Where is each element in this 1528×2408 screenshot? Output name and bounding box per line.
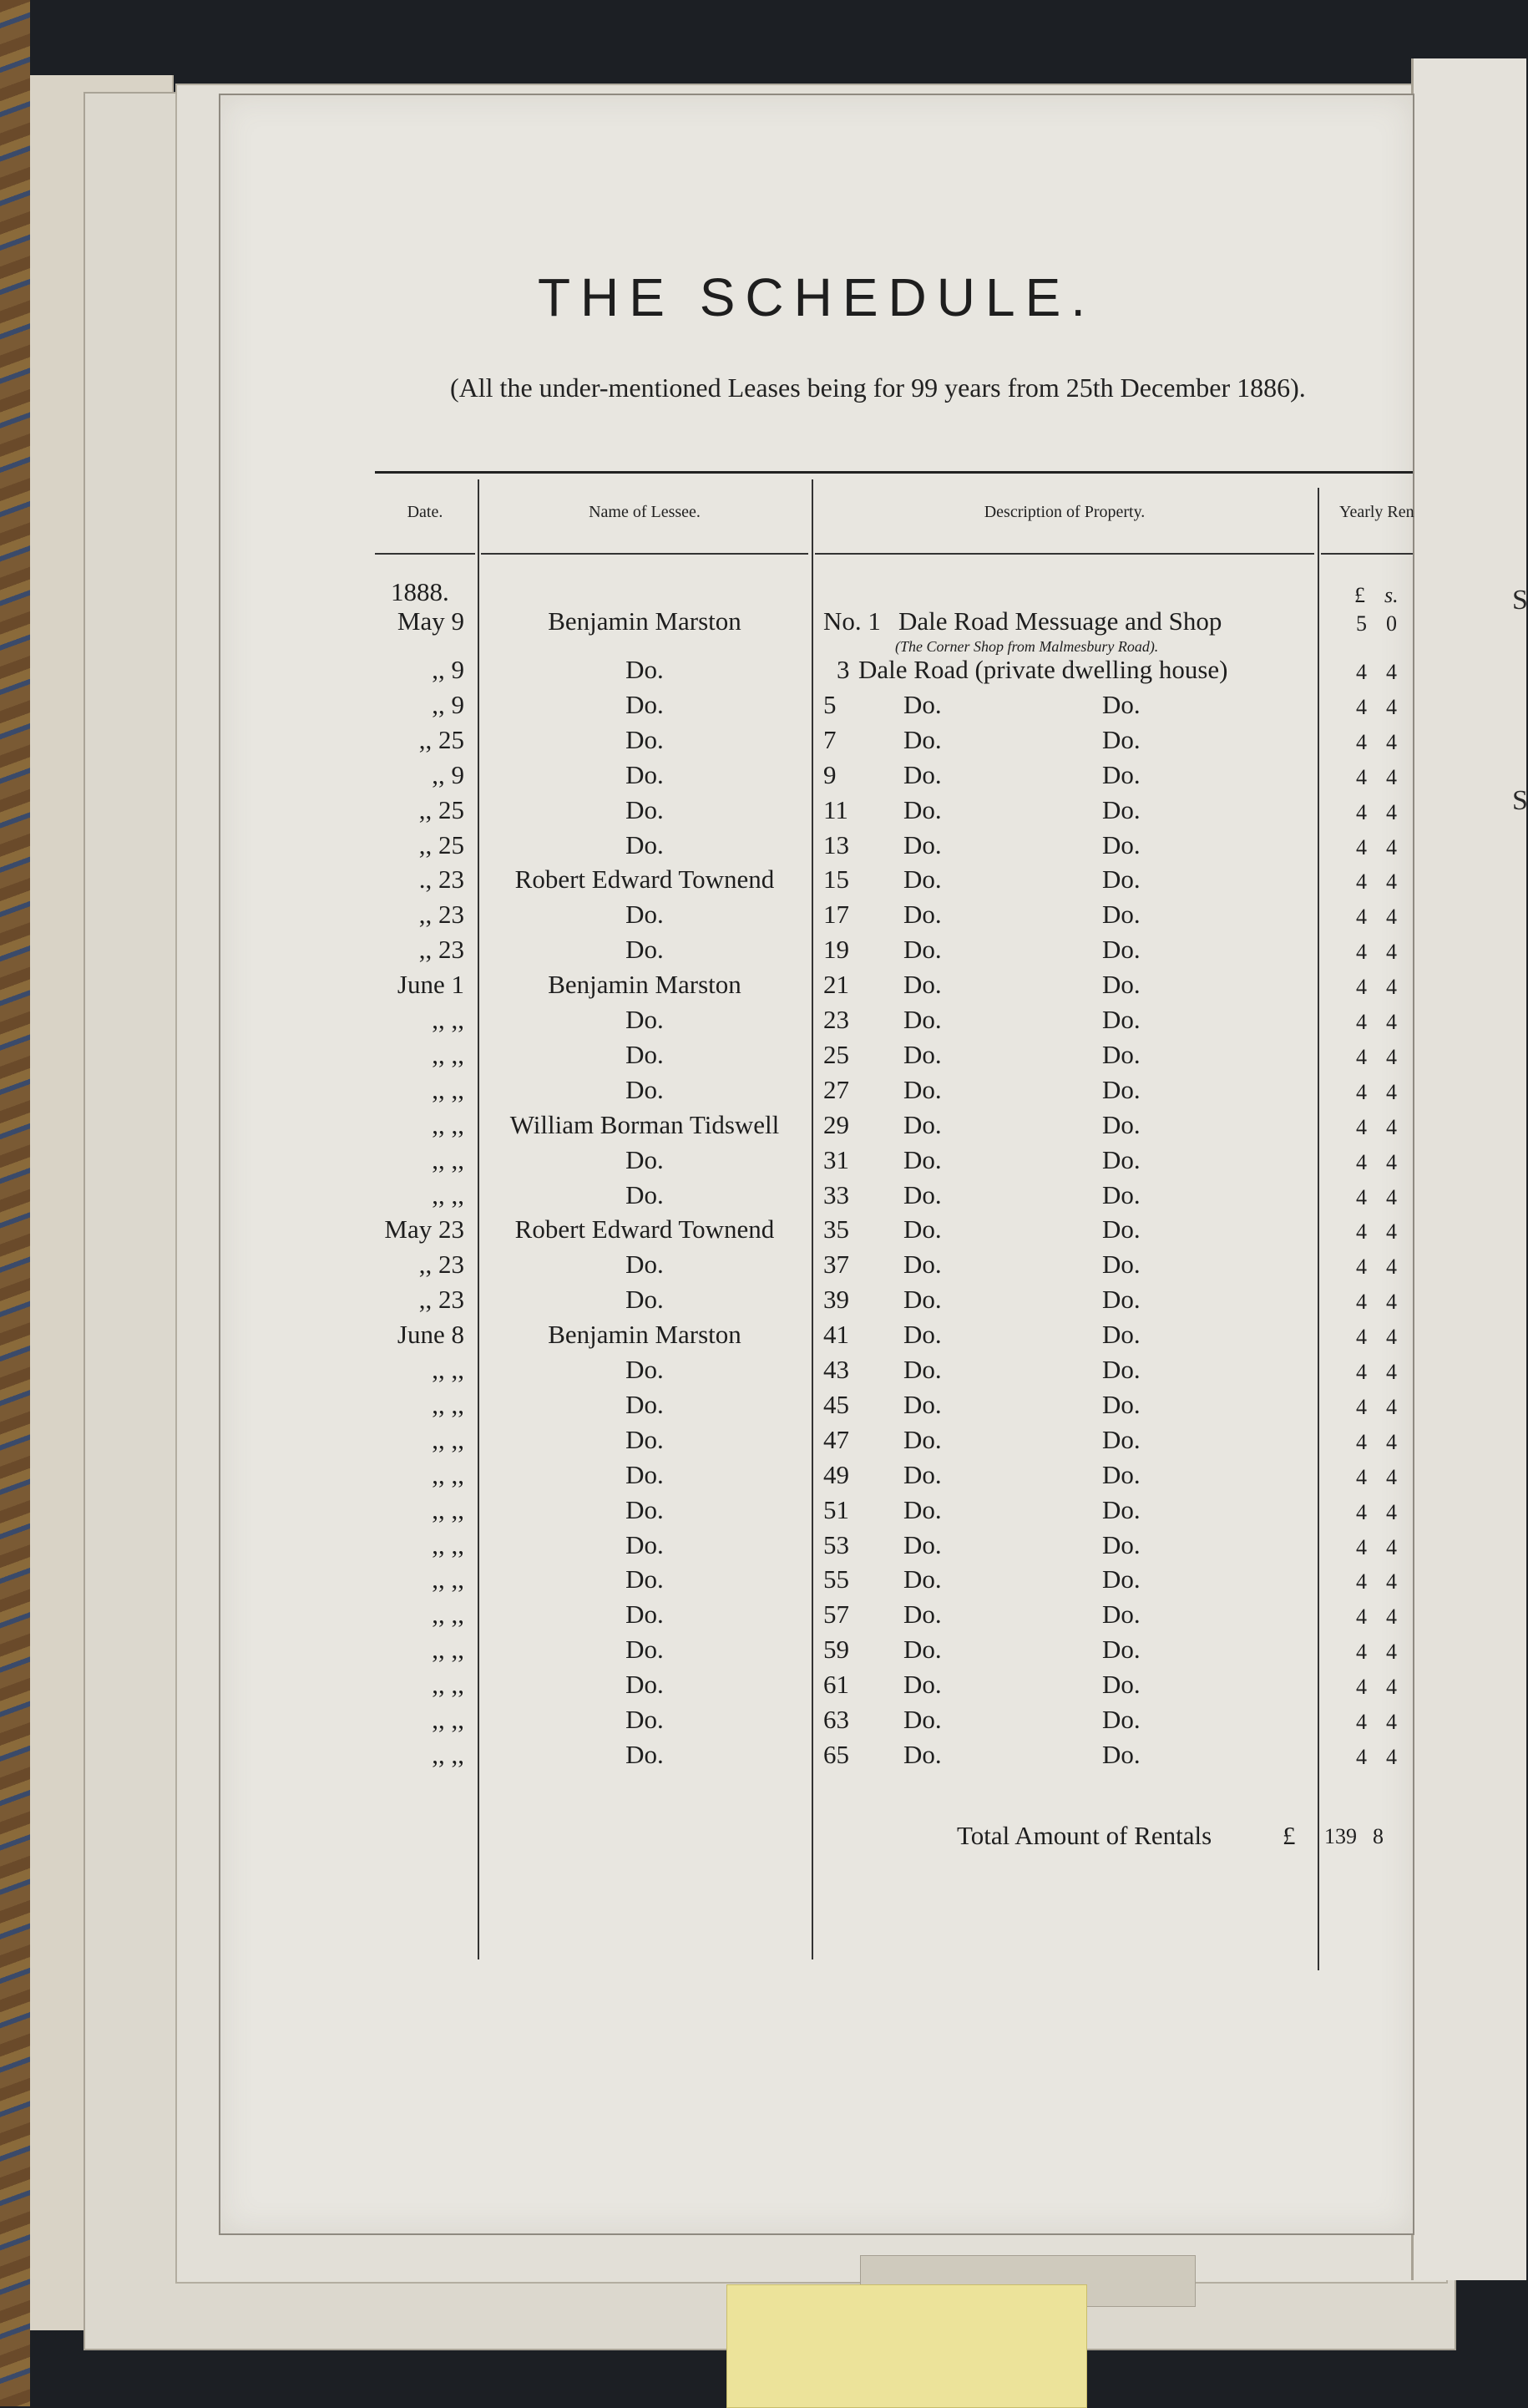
row-date: June 8 — [397, 1320, 464, 1350]
row-pounds: 4 — [1356, 1255, 1367, 1280]
header-rule — [375, 553, 475, 555]
row-lessee: Do. — [625, 1705, 664, 1734]
row-shillings: 4 — [1386, 1290, 1397, 1315]
row-shillings: 4 — [1386, 1499, 1397, 1524]
row-lessee: William Borman Tidswell — [509, 1109, 780, 1139]
year-label: 1888. — [391, 577, 449, 606]
row-pounds: 4 — [1356, 1710, 1367, 1734]
row-number: 17 — [823, 900, 849, 930]
row-desc-ditto: Do. — [1102, 1214, 1141, 1245]
row-shillings: 4 — [1386, 1255, 1397, 1280]
row-lessee: Do. — [625, 1529, 664, 1559]
row-pounds: 4 — [1356, 1394, 1367, 1419]
row-lessee: Do. — [625, 1739, 664, 1769]
total-pounds: 139 — [1324, 1824, 1357, 1848]
row-shillings: 4 — [1386, 1114, 1397, 1139]
row-lessee: Do. — [625, 1670, 664, 1700]
row-pounds: 4 — [1356, 1640, 1367, 1665]
row-desc-ditto: Do. — [1102, 1389, 1141, 1419]
row-number: 63 — [823, 1705, 849, 1734]
row-pounds: 4 — [1356, 1079, 1367, 1104]
row-desc-ditto: Do. — [1102, 1670, 1141, 1700]
row-pounds: 4 — [1356, 660, 1367, 684]
row-pounds: 4 — [1356, 1429, 1367, 1454]
row-desc-ditto: Do. — [903, 1214, 942, 1245]
row-date: ,, ,, — [432, 1109, 464, 1139]
row-pounds: 4 — [1356, 1499, 1367, 1524]
row-number: 45 — [823, 1389, 849, 1419]
row-lessee: Do. — [625, 1179, 664, 1209]
row-pounds: 4 — [1356, 764, 1367, 789]
row-pounds: 4 — [1356, 1569, 1367, 1594]
shilling-symbol: s. — [1384, 583, 1399, 607]
row-desc-ditto: Do. — [1102, 1320, 1141, 1350]
row-desc-ditto: Do. — [903, 1355, 942, 1384]
row-shillings: 4 — [1386, 799, 1397, 824]
row-lessee: Do. — [625, 1355, 664, 1384]
row-pounds: 4 — [1356, 1290, 1367, 1315]
row-date: ,, ,, — [432, 1529, 464, 1559]
row-number: 23 — [823, 1005, 849, 1034]
row-shillings: 4 — [1386, 1184, 1397, 1209]
row-date: ,, ,, — [432, 1739, 464, 1769]
row-number: 51 — [823, 1494, 849, 1524]
total-shillings: 8 — [1373, 1824, 1384, 1848]
yellow-tab[interactable] — [726, 2284, 1087, 2408]
row-desc-ditto: Do. — [1102, 1599, 1141, 1630]
table-top-rule — [375, 471, 1413, 474]
header-date: Date. — [407, 503, 443, 521]
row-number: 9 — [823, 759, 837, 789]
row-desc-ditto: Do. — [1102, 1109, 1141, 1139]
row-desc-ditto: Do. — [903, 1039, 942, 1069]
row-date: ,, ,, — [432, 1074, 464, 1104]
row-shillings: 4 — [1386, 905, 1397, 930]
row-desc-ditto: Do. — [903, 689, 942, 719]
row-date: ,, ,, — [432, 1635, 464, 1665]
row-desc-ditto: Do. — [903, 1285, 942, 1315]
row-desc-ditto: Do. — [903, 829, 942, 859]
row-date: May 23 — [384, 1214, 464, 1245]
row-number: 49 — [823, 1459, 849, 1489]
row-number: 3 — [837, 655, 850, 684]
column-divider — [1318, 488, 1319, 1970]
row-date: ,, 23 — [418, 900, 464, 930]
row-number: 11 — [823, 794, 848, 824]
row-date: ,, ,, — [432, 1705, 464, 1734]
total-currency: £ — [1283, 1821, 1296, 1850]
row-desc-ditto: Do. — [903, 759, 942, 789]
row-number: 43 — [823, 1355, 849, 1384]
row-desc-ditto: Do. — [903, 724, 942, 754]
row-pounds: 4 — [1356, 1219, 1367, 1245]
row-lessee: Do. — [625, 1564, 664, 1594]
row-pounds: 4 — [1356, 905, 1367, 930]
row-pounds: 4 — [1356, 1149, 1367, 1174]
row-lessee: Do. — [625, 759, 664, 789]
row-lessee: Do. — [625, 1424, 664, 1454]
row-desc-ditto: Do. — [1102, 1739, 1141, 1769]
book-binding — [0, 0, 30, 2406]
row-desc-ditto: Do. — [1102, 1459, 1141, 1489]
row-pounds: 4 — [1356, 834, 1367, 859]
row-note: (The Corner Shop from Malmesbury Road). — [895, 638, 1159, 655]
row-date: ,, ,, — [432, 1670, 464, 1700]
row-lessee: Benjamin Marston — [548, 970, 741, 1000]
row-desc-ditto: Do. — [903, 1705, 942, 1734]
row-pounds: 4 — [1356, 1464, 1367, 1489]
row-date: June 1 — [397, 970, 464, 1000]
row-shillings: 4 — [1386, 1429, 1397, 1454]
row-desc-ditto: Do. — [903, 1144, 942, 1174]
row-lessee: Do. — [625, 655, 664, 684]
row-lessee: Do. — [625, 1459, 664, 1489]
row-lessee: Do. — [625, 1039, 664, 1069]
row-desc-ditto: Do. — [1102, 1529, 1141, 1559]
row-shillings: 4 — [1386, 1675, 1397, 1700]
row-desc-ditto: Do. — [1102, 1635, 1141, 1665]
row-desc-ditto: Do. — [1102, 1355, 1141, 1384]
row-desc-ditto: Do. — [1102, 1039, 1141, 1069]
row-lessee: Do. — [625, 724, 664, 754]
row-shillings: 4 — [1386, 1044, 1397, 1069]
row-desc-ditto: Do. — [903, 1389, 942, 1419]
row-desc-ditto: Do. — [1102, 1005, 1141, 1034]
header-lessee: Name of Lessee. — [589, 503, 701, 521]
row-date: ,, ,, — [432, 1179, 464, 1209]
row-desc-ditto: Do. — [1102, 900, 1141, 930]
row-pounds: 4 — [1356, 940, 1367, 965]
row-pounds: 4 — [1356, 1325, 1367, 1350]
row-desc-ditto: Do. — [1102, 1250, 1141, 1280]
row-desc-ditto: Do. — [903, 1670, 942, 1700]
row-shillings: 4 — [1386, 1640, 1397, 1665]
row-desc-ditto: Do. — [903, 1564, 942, 1594]
row-number: 33 — [823, 1179, 849, 1209]
row-pounds: 4 — [1356, 799, 1367, 824]
row-shillings: 4 — [1386, 1394, 1397, 1419]
row-desc-ditto: Do. — [903, 864, 942, 895]
row-pounds: 4 — [1356, 1744, 1367, 1769]
row-shillings: 4 — [1386, 869, 1397, 895]
row-shillings: 4 — [1386, 1079, 1397, 1104]
row-pounds: 4 — [1356, 1044, 1367, 1069]
row-lessee: Do. — [625, 1285, 664, 1315]
row-desc-ditto: Do. — [1102, 1424, 1141, 1454]
row-lessee: Robert Edward Townend — [514, 864, 775, 895]
header-description: Description of Property. — [984, 503, 1146, 521]
facing-page-fragment: S — [1512, 585, 1528, 616]
row-desc-ditto: Do. — [903, 1739, 942, 1769]
row-lessee: Do. — [625, 900, 664, 930]
row-lessee: Do. — [625, 1494, 664, 1524]
row-pounds: 4 — [1356, 1114, 1367, 1139]
row-number: 31 — [823, 1144, 849, 1174]
row-desc-ditto: Do. — [903, 1320, 942, 1350]
row-pounds: 4 — [1356, 1010, 1367, 1034]
row-shillings: 4 — [1386, 1604, 1397, 1630]
row-desc-ditto: Do. — [903, 1424, 942, 1454]
row-number: 35 — [823, 1214, 849, 1245]
row-date: ,, 23 — [418, 935, 464, 965]
row-pounds: 4 — [1356, 869, 1367, 895]
row-shillings: 4 — [1386, 1569, 1397, 1594]
row-description: Dale Road (private dwelling house) — [858, 655, 1228, 684]
row-shillings: 4 — [1386, 1325, 1397, 1350]
row-desc-ditto: Do. — [1102, 1285, 1141, 1315]
row-number: 59 — [823, 1635, 849, 1665]
row-number: 57 — [823, 1599, 849, 1630]
row-shillings: 4 — [1386, 1710, 1397, 1734]
row-lessee: Do. — [625, 689, 664, 719]
row-pounds: 4 — [1356, 1675, 1367, 1700]
row-desc-ditto: Do. — [903, 1109, 942, 1139]
row-pounds: 4 — [1356, 1534, 1367, 1559]
row-shillings: 4 — [1386, 975, 1397, 1000]
row-desc-ditto: Do. — [1102, 1494, 1141, 1524]
row-desc-ditto: Do. — [1102, 1705, 1141, 1734]
row-date: ,, ,, — [432, 1599, 464, 1630]
row-number: 53 — [823, 1529, 849, 1559]
row-desc-ditto: Do. — [903, 1494, 942, 1524]
row-shillings: 4 — [1386, 660, 1397, 684]
row-date: ,, ,, — [432, 1144, 464, 1174]
row-desc-ditto: Do. — [1102, 724, 1141, 754]
row-desc-ditto: Do. — [1102, 759, 1141, 789]
row-desc-ditto: Do. — [903, 1250, 942, 1280]
facing-page-fragment: S — [1512, 785, 1528, 816]
row-date: ,, ,, — [432, 1389, 464, 1419]
row-date: ,, ,, — [432, 1039, 464, 1069]
row-date: ,, ,, — [432, 1564, 464, 1594]
page-subtitle: (All the under-mentioned Leases being for 99 years from 25th December 1886). — [450, 373, 1306, 403]
row-lessee: Do. — [625, 1635, 664, 1665]
row-pounds: 4 — [1356, 975, 1367, 1000]
row-desc-ditto: Do. — [1102, 1564, 1141, 1594]
row-number: 19 — [823, 935, 849, 965]
row-lessee: Do. — [625, 1389, 664, 1419]
row-lessee: Do. — [625, 794, 664, 824]
row-date: ,, 25 — [418, 724, 464, 754]
row-desc-ditto: Do. — [903, 970, 942, 1000]
row-description: Dale Road Messuage and Shop — [898, 606, 1222, 636]
row-lessee: Benjamin Marston — [548, 606, 741, 636]
row-desc-ditto: Do. — [1102, 935, 1141, 965]
row-desc-ditto: Do. — [903, 794, 942, 824]
row-date: ,, 25 — [418, 794, 464, 824]
row-desc-ditto: Do. — [903, 1635, 942, 1665]
row-shillings: 4 — [1386, 764, 1397, 789]
row-shillings: 4 — [1386, 1534, 1397, 1559]
row-number: 65 — [823, 1739, 849, 1769]
row-number: 55 — [823, 1564, 849, 1594]
row-number: 7 — [823, 724, 837, 754]
row-number: 41 — [823, 1320, 849, 1350]
row-number: 15 — [823, 864, 849, 895]
total-label: Total Amount of Rentals — [957, 1821, 1212, 1850]
header-rule — [815, 553, 1314, 555]
row-number: 61 — [823, 1670, 849, 1700]
row-lessee: Do. — [625, 1074, 664, 1104]
row-pounds: 4 — [1356, 1360, 1367, 1384]
row-desc-ditto: Do. — [903, 1179, 942, 1209]
row-shillings: 4 — [1386, 1744, 1397, 1769]
row-number: 21 — [823, 970, 849, 1000]
row-number: 29 — [823, 1109, 849, 1139]
row-shillings: 4 — [1386, 694, 1397, 719]
row-lessee: Benjamin Marston — [548, 1320, 741, 1350]
page-title: THE SCHEDULE. — [537, 267, 1096, 327]
row-number: 47 — [823, 1424, 849, 1454]
row-pounds: 4 — [1356, 1604, 1367, 1630]
row-date: ,, ,, — [432, 1005, 464, 1034]
row-desc-ditto: Do. — [1102, 794, 1141, 824]
row-desc-ditto: Do. — [903, 1459, 942, 1489]
row-pounds: 4 — [1356, 694, 1367, 719]
row-desc-ditto: Do. — [1102, 1074, 1141, 1104]
row-lessee: Do. — [625, 935, 664, 965]
row-date: ,, 9 — [432, 759, 464, 789]
row-date: ,, 23 — [418, 1250, 464, 1280]
row-number: 37 — [823, 1250, 849, 1280]
row-shillings: 4 — [1386, 1360, 1397, 1384]
row-number: 13 — [823, 829, 849, 859]
row-date: ,, 9 — [432, 655, 464, 684]
row-desc-ditto: Do. — [903, 900, 942, 930]
row-desc-ditto: Do. — [903, 935, 942, 965]
row-desc-ditto: Do. — [903, 1599, 942, 1630]
row-desc-ditto: Do. — [903, 1529, 942, 1559]
row-number: 25 — [823, 1039, 849, 1069]
facing-page — [1411, 58, 1526, 2280]
row-date: ,, 9 — [432, 689, 464, 719]
row-lessee: Do. — [625, 1144, 664, 1174]
row-shillings: 0 — [1386, 611, 1397, 636]
row-shillings: 4 — [1386, 834, 1397, 859]
row-date: May 9 — [397, 606, 464, 636]
row-date: ,, ,, — [432, 1424, 464, 1454]
row-pounds: 4 — [1356, 729, 1367, 754]
row-shillings: 4 — [1386, 1464, 1397, 1489]
row-shillings: 4 — [1386, 1149, 1397, 1174]
row-desc-ditto: Do. — [1102, 689, 1141, 719]
header-rule — [481, 553, 808, 555]
row-date: ., 23 — [418, 864, 464, 895]
row-date: ,, ,, — [432, 1494, 464, 1524]
pound-symbol: £ — [1354, 583, 1365, 607]
row-date: ,, 25 — [418, 829, 464, 859]
header-rule — [1321, 553, 1413, 555]
row-lessee: Do. — [625, 1599, 664, 1630]
row-desc-ditto: Do. — [903, 1005, 942, 1034]
row-pounds: 5 — [1356, 611, 1367, 636]
row-shillings: 4 — [1386, 940, 1397, 965]
header-rent: Yearly Ren — [1339, 503, 1414, 521]
row-shillings: 4 — [1386, 1010, 1397, 1034]
row-number: 5 — [823, 689, 837, 719]
row-number: No. 1 — [823, 606, 881, 636]
row-lessee: Do. — [625, 829, 664, 859]
row-lessee: Do. — [625, 1005, 664, 1034]
row-date: ,, 23 — [418, 1285, 464, 1315]
row-lessee: Robert Edward Townend — [514, 1214, 775, 1245]
row-shillings: 4 — [1386, 729, 1397, 754]
row-number: 27 — [823, 1074, 849, 1104]
row-date: ,, ,, — [432, 1355, 464, 1384]
row-desc-ditto: Do. — [1102, 1144, 1141, 1174]
row-desc-ditto: Do. — [1102, 829, 1141, 859]
row-shillings: 4 — [1386, 1219, 1397, 1245]
row-desc-ditto: Do. — [1102, 864, 1141, 895]
row-lessee: Do. — [625, 1250, 664, 1280]
row-date: ,, ,, — [432, 1459, 464, 1489]
row-desc-ditto: Do. — [903, 1074, 942, 1104]
schedule-page — [219, 94, 1414, 2235]
row-pounds: 4 — [1356, 1184, 1367, 1209]
row-desc-ditto: Do. — [1102, 1179, 1141, 1209]
row-desc-ditto: Do. — [1102, 970, 1141, 1000]
row-number: 39 — [823, 1285, 849, 1315]
